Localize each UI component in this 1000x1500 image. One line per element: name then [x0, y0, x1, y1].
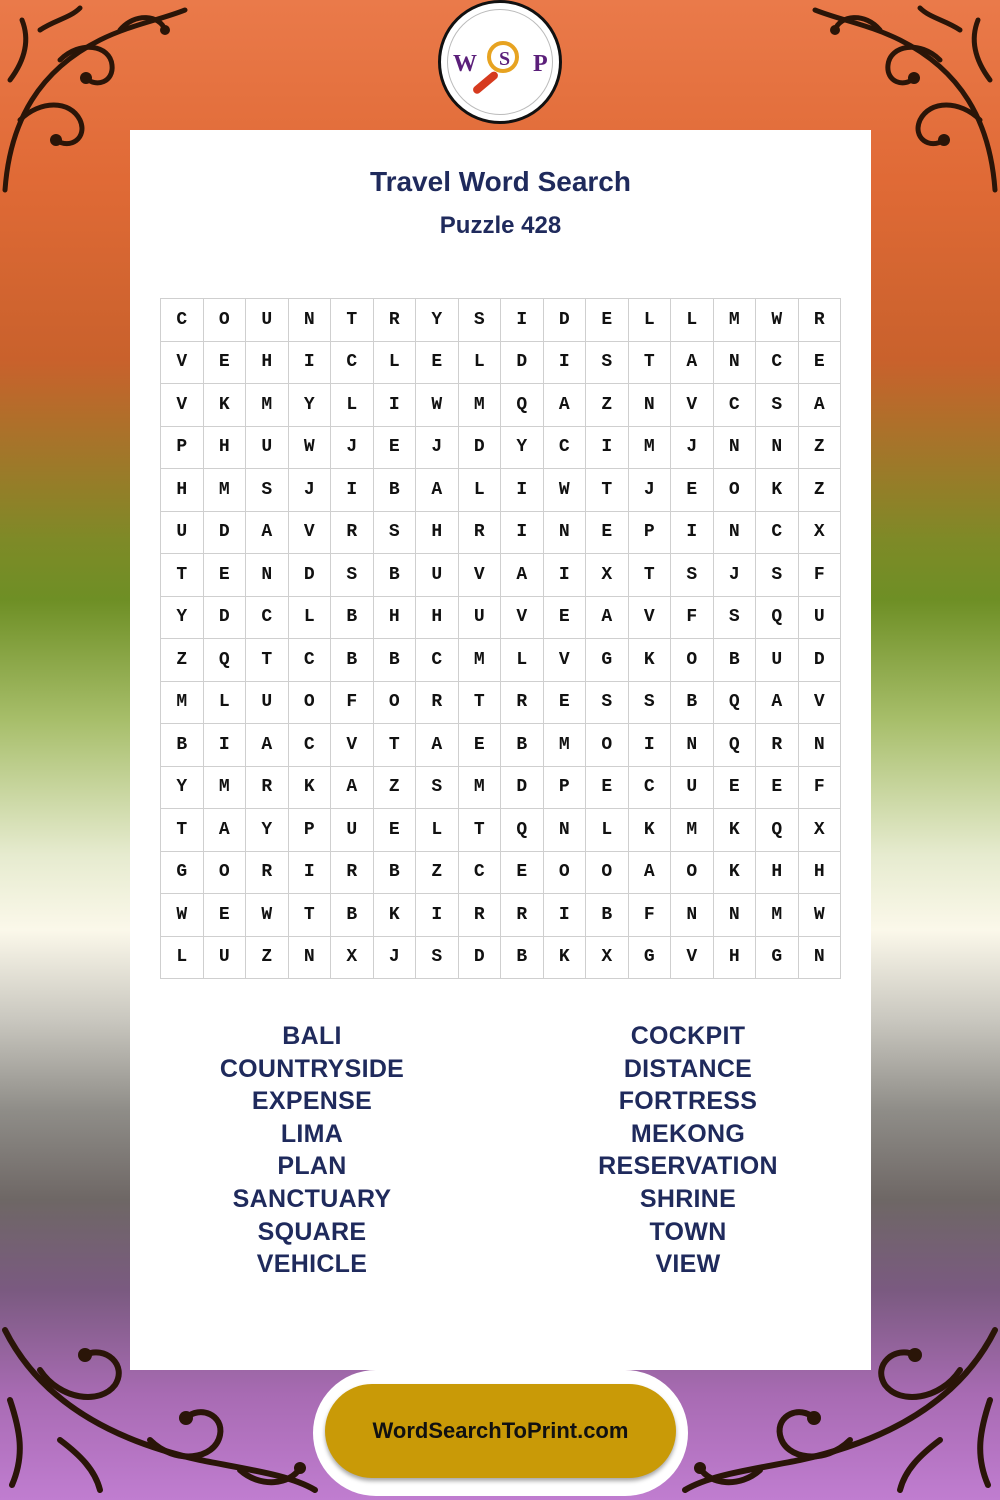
grid-cell[interactable]: S: [629, 682, 672, 725]
grid-cell[interactable]: R: [416, 682, 459, 725]
grid-cell[interactable]: T: [289, 894, 332, 937]
grid-cell[interactable]: F: [331, 682, 374, 725]
grid-cell[interactable]: K: [714, 809, 757, 852]
grid-cell[interactable]: Z: [246, 937, 289, 980]
grid-cell[interactable]: N: [799, 937, 842, 980]
grid-cell[interactable]: V: [671, 384, 714, 427]
grid-cell[interactable]: R: [331, 852, 374, 895]
grid-cell[interactable]: T: [331, 299, 374, 342]
word-list-item: PLAN: [277, 1152, 347, 1181]
grid-cell[interactable]: S: [331, 554, 374, 597]
grid-cell[interactable]: E: [459, 724, 502, 767]
grid-cell[interactable]: N: [714, 342, 757, 385]
grid-cell[interactable]: K: [629, 809, 672, 852]
grid-cell[interactable]: C: [289, 639, 332, 682]
grid-cell[interactable]: H: [374, 597, 417, 640]
grid-cell[interactable]: L: [289, 597, 332, 640]
grid-cell[interactable]: X: [799, 512, 842, 555]
grid-cell[interactable]: C: [246, 597, 289, 640]
grid-cell[interactable]: P: [161, 427, 204, 470]
grid-cell[interactable]: N: [756, 427, 799, 470]
grid-cell[interactable]: C: [459, 852, 502, 895]
grid-cell[interactable]: U: [204, 937, 247, 980]
grid-cell[interactable]: B: [374, 639, 417, 682]
grid-cell[interactable]: E: [544, 682, 587, 725]
grid-cell[interactable]: X: [586, 554, 629, 597]
word-list-left: [162, 1020, 462, 1281]
grid-cell[interactable]: F: [799, 767, 842, 810]
grid-cell[interactable]: L: [501, 639, 544, 682]
grid-cell[interactable]: R: [501, 894, 544, 937]
grid-cell[interactable]: E: [799, 342, 842, 385]
grid-cell[interactable]: U: [161, 512, 204, 555]
grid-cell[interactable]: P: [629, 512, 672, 555]
grid-cell[interactable]: B: [331, 639, 374, 682]
wsp-logo: [438, 0, 562, 124]
grid-cell[interactable]: M: [204, 767, 247, 810]
grid-cell[interactable]: E: [374, 809, 417, 852]
grid-cell[interactable]: I: [501, 299, 544, 342]
grid-cell[interactable]: S: [586, 342, 629, 385]
puzzle-panel: [130, 130, 871, 1370]
grid-cell[interactable]: V: [799, 682, 842, 725]
grid-cell[interactable]: E: [586, 512, 629, 555]
grid-cell[interactable]: Q: [714, 682, 757, 725]
grid-cell[interactable]: Y: [246, 809, 289, 852]
grid-cell[interactable]: J: [416, 427, 459, 470]
grid-cell[interactable]: D: [204, 512, 247, 555]
grid-cell[interactable]: A: [671, 342, 714, 385]
grid-cell[interactable]: U: [459, 597, 502, 640]
grid-cell[interactable]: R: [246, 852, 289, 895]
grid-cell[interactable]: V: [671, 937, 714, 980]
grid-cell[interactable]: A: [416, 469, 459, 512]
grid-cell[interactable]: M: [629, 427, 672, 470]
grid-cell[interactable]: Z: [416, 852, 459, 895]
grid-cell[interactable]: L: [204, 682, 247, 725]
grid-cell[interactable]: E: [204, 894, 247, 937]
grid-cell[interactable]: P: [544, 767, 587, 810]
grid-cell[interactable]: I: [629, 724, 672, 767]
puzzle-number: Puzzle 428: [439, 212, 562, 239]
grid-cell[interactable]: N: [246, 554, 289, 597]
grid-cell[interactable]: C: [756, 342, 799, 385]
grid-cell[interactable]: D: [501, 767, 544, 810]
grid-cell[interactable]: Q: [204, 639, 247, 682]
grid-cell[interactable]: A: [629, 852, 672, 895]
word-list-item: EXPENSE: [251, 1087, 373, 1116]
grid-cell[interactable]: C: [544, 427, 587, 470]
grid-cell[interactable]: L: [374, 342, 417, 385]
grid-cell[interactable]: C: [629, 767, 672, 810]
grid-cell[interactable]: I: [289, 342, 332, 385]
grid-cell[interactable]: V: [331, 724, 374, 767]
grid-cell[interactable]: F: [629, 894, 672, 937]
word-list-item: LIMA: [280, 1119, 344, 1148]
grid-cell[interactable]: R: [799, 299, 842, 342]
grid-cell[interactable]: A: [544, 384, 587, 427]
grid-cell[interactable]: K: [756, 469, 799, 512]
grid-cell[interactable]: Y: [289, 384, 332, 427]
grid-cell[interactable]: M: [246, 384, 289, 427]
grid-cell[interactable]: H: [161, 469, 204, 512]
grid-cell[interactable]: A: [416, 724, 459, 767]
grid-cell[interactable]: D: [544, 299, 587, 342]
grid-cell[interactable]: A: [586, 597, 629, 640]
grid-cell[interactable]: O: [544, 852, 587, 895]
grid-cell[interactable]: I: [416, 894, 459, 937]
grid-cell[interactable]: N: [289, 299, 332, 342]
magnifier-icon: [487, 41, 519, 73]
grid-cell[interactable]: S: [416, 767, 459, 810]
website-button[interactable]: [325, 1384, 676, 1478]
grid-cell[interactable]: I: [289, 852, 332, 895]
grid-cell[interactable]: N: [714, 427, 757, 470]
word-list-item: COUNTRYSIDE: [219, 1054, 405, 1083]
grid-cell[interactable]: A: [204, 809, 247, 852]
grid-cell[interactable]: Q: [756, 597, 799, 640]
word-list-item: RESERVATION: [598, 1152, 778, 1181]
grid-cell[interactable]: Y: [416, 299, 459, 342]
grid-cell[interactable]: Y: [161, 767, 204, 810]
grid-cell[interactable]: W: [756, 299, 799, 342]
grid-cell[interactable]: M: [756, 894, 799, 937]
grid-cell[interactable]: V: [459, 554, 502, 597]
grid-cell[interactable]: L: [586, 809, 629, 852]
grid-cell[interactable]: O: [714, 469, 757, 512]
grid-cell[interactable]: B: [331, 894, 374, 937]
grid-cell[interactable]: E: [756, 767, 799, 810]
grid-cell[interactable]: R: [459, 894, 502, 937]
grid-cell[interactable]: Z: [161, 639, 204, 682]
grid-cell[interactable]: B: [374, 852, 417, 895]
grid-cell[interactable]: U: [246, 427, 289, 470]
word-list-item: SHRINE: [639, 1184, 737, 1213]
grid-cell[interactable]: T: [161, 809, 204, 852]
grid-cell[interactable]: A: [246, 512, 289, 555]
grid-cell[interactable]: Y: [501, 427, 544, 470]
grid-cell[interactable]: N: [289, 937, 332, 980]
grid-cell[interactable]: T: [629, 342, 672, 385]
grid-cell[interactable]: Q: [501, 384, 544, 427]
grid-cell[interactable]: W: [246, 894, 289, 937]
grid-cell[interactable]: O: [586, 852, 629, 895]
grid-cell[interactable]: K: [289, 767, 332, 810]
grid-cell[interactable]: K: [204, 384, 247, 427]
grid-cell[interactable]: O: [204, 299, 247, 342]
grid-cell[interactable]: Q: [756, 809, 799, 852]
grid-cell[interactable]: E: [501, 852, 544, 895]
grid-cell[interactable]: L: [416, 809, 459, 852]
grid-cell[interactable]: A: [756, 682, 799, 725]
grid-cell[interactable]: N: [671, 724, 714, 767]
letter-grid: [160, 298, 841, 979]
grid-cell[interactable]: S: [671, 554, 714, 597]
grid-cell[interactable]: R: [459, 512, 502, 555]
grid-cell[interactable]: D: [204, 597, 247, 640]
grid-cell[interactable]: K: [374, 894, 417, 937]
grid-cell[interactable]: I: [331, 469, 374, 512]
grid-cell[interactable]: X: [586, 937, 629, 980]
grid-cell[interactable]: T: [459, 809, 502, 852]
word-list-item: COCKPIT: [630, 1022, 746, 1050]
grid-cell[interactable]: R: [756, 724, 799, 767]
grid-cell[interactable]: Q: [714, 724, 757, 767]
grid-cell[interactable]: L: [161, 937, 204, 980]
grid-cell[interactable]: L: [629, 299, 672, 342]
grid-cell[interactable]: N: [714, 894, 757, 937]
word-list-item: BALI: [282, 1022, 342, 1050]
grid-cell[interactable]: T: [246, 639, 289, 682]
grid-cell[interactable]: B: [586, 894, 629, 937]
footer-badge: [313, 1370, 688, 1496]
grid-cell[interactable]: M: [671, 809, 714, 852]
grid-cell[interactable]: T: [459, 682, 502, 725]
grid-cell[interactable]: S: [459, 299, 502, 342]
grid-cell[interactable]: H: [246, 342, 289, 385]
grid-cell[interactable]: J: [331, 427, 374, 470]
grid-cell[interactable]: L: [331, 384, 374, 427]
grid-cell[interactable]: W: [161, 894, 204, 937]
grid-cell[interactable]: S: [416, 937, 459, 980]
grid-cell[interactable]: G: [586, 639, 629, 682]
grid-cell[interactable]: U: [756, 639, 799, 682]
grid-cell[interactable]: E: [586, 299, 629, 342]
grid-cell[interactable]: B: [501, 937, 544, 980]
grid-cell[interactable]: S: [756, 384, 799, 427]
grid-cell[interactable]: C: [161, 299, 204, 342]
grid-cell[interactable]: J: [714, 554, 757, 597]
grid-cell[interactable]: I: [671, 512, 714, 555]
grid-cell[interactable]: E: [204, 554, 247, 597]
grid-cell[interactable]: N: [544, 809, 587, 852]
grid-cell[interactable]: O: [289, 682, 332, 725]
grid-cell[interactable]: V: [501, 597, 544, 640]
grid-cell[interactable]: B: [161, 724, 204, 767]
grid-cell[interactable]: B: [501, 724, 544, 767]
grid-cell[interactable]: E: [416, 342, 459, 385]
grid-cell[interactable]: A: [246, 724, 289, 767]
word-list-item: FORTRESS: [618, 1087, 758, 1116]
grid-cell[interactable]: A: [799, 384, 842, 427]
grid-cell[interactable]: X: [799, 809, 842, 852]
word-list-item: VIEW: [655, 1250, 721, 1279]
word-list-item: SANCTUARY: [232, 1184, 392, 1213]
grid-cell[interactable]: N: [671, 894, 714, 937]
grid-cell[interactable]: N: [629, 384, 672, 427]
grid-cell[interactable]: K: [544, 937, 587, 980]
grid-cell[interactable]: O: [374, 682, 417, 725]
grid-cell[interactable]: H: [714, 937, 757, 980]
word-list-item: SQUARE: [257, 1217, 367, 1246]
grid-cell[interactable]: S: [246, 469, 289, 512]
grid-cell[interactable]: O: [204, 852, 247, 895]
grid-cell[interactable]: L: [459, 342, 502, 385]
grid-cell[interactable]: G: [629, 937, 672, 980]
grid-cell[interactable]: E: [714, 767, 757, 810]
grid-cell[interactable]: M: [459, 384, 502, 427]
grid-cell[interactable]: U: [331, 809, 374, 852]
logo-letter-w: W: [453, 51, 477, 77]
word-list-item: MEKONG: [630, 1119, 746, 1148]
grid-cell[interactable]: E: [374, 427, 417, 470]
grid-cell[interactable]: R: [374, 299, 417, 342]
grid-cell[interactable]: Z: [799, 427, 842, 470]
grid-cell[interactable]: I: [544, 342, 587, 385]
grid-cell[interactable]: T: [629, 554, 672, 597]
grid-cell[interactable]: H: [799, 852, 842, 895]
grid-cell[interactable]: S: [374, 512, 417, 555]
grid-cell[interactable]: B: [374, 469, 417, 512]
grid-cell[interactable]: C: [756, 512, 799, 555]
grid-cell[interactable]: H: [416, 597, 459, 640]
word-list-right: [538, 1020, 838, 1281]
grid-cell[interactable]: Z: [374, 767, 417, 810]
word-list-item: DISTANCE: [623, 1054, 753, 1083]
grid-cell[interactable]: D: [501, 342, 544, 385]
grid-cell[interactable]: W: [289, 427, 332, 470]
grid-cell[interactable]: O: [671, 639, 714, 682]
grid-cell[interactable]: S: [756, 554, 799, 597]
grid-cell[interactable]: T: [586, 469, 629, 512]
grid-cell[interactable]: J: [629, 469, 672, 512]
grid-cell[interactable]: R: [331, 512, 374, 555]
grid-cell[interactable]: J: [671, 427, 714, 470]
grid-cell[interactable]: F: [671, 597, 714, 640]
grid-cell[interactable]: E: [544, 597, 587, 640]
grid-cell[interactable]: I: [544, 554, 587, 597]
grid-cell[interactable]: M: [459, 639, 502, 682]
grid-cell[interactable]: U: [799, 597, 842, 640]
grid-cell[interactable]: U: [246, 682, 289, 725]
website-label: WordSearchToPrint.com: [372, 1418, 629, 1443]
grid-cell[interactable]: O: [586, 724, 629, 767]
grid-cell[interactable]: D: [459, 427, 502, 470]
grid-cell[interactable]: U: [671, 767, 714, 810]
grid-cell[interactable]: Y: [161, 597, 204, 640]
grid-cell[interactable]: M: [459, 767, 502, 810]
word-list-item: TOWN: [649, 1217, 727, 1246]
grid-cell[interactable]: I: [501, 469, 544, 512]
grid-cell[interactable]: I: [586, 427, 629, 470]
grid-cell[interactable]: I: [204, 724, 247, 767]
grid-cell[interactable]: U: [246, 299, 289, 342]
grid-cell[interactable]: W: [799, 894, 842, 937]
grid-cell[interactable]: K: [714, 852, 757, 895]
grid-cell[interactable]: B: [374, 554, 417, 597]
grid-cell[interactable]: N: [714, 512, 757, 555]
grid-cell[interactable]: I: [544, 894, 587, 937]
puzzle-title: Travel Word Search: [370, 166, 631, 197]
grid-cell[interactable]: D: [289, 554, 332, 597]
grid-cell[interactable]: E: [586, 767, 629, 810]
grid-cell[interactable]: V: [161, 384, 204, 427]
grid-cell[interactable]: V: [544, 639, 587, 682]
grid-cell[interactable]: B: [331, 597, 374, 640]
grid-cell[interactable]: Q: [501, 809, 544, 852]
grid-cell[interactable]: T: [161, 554, 204, 597]
grid-cell[interactable]: M: [161, 682, 204, 725]
grid-cell[interactable]: C: [289, 724, 332, 767]
grid-cell[interactable]: M: [714, 299, 757, 342]
grid-cell[interactable]: B: [714, 639, 757, 682]
grid-cell[interactable]: C: [331, 342, 374, 385]
grid-cell[interactable]: Z: [799, 469, 842, 512]
grid-cell[interactable]: S: [586, 682, 629, 725]
grid-cell[interactable]: E: [671, 469, 714, 512]
grid-cell[interactable]: R: [501, 682, 544, 725]
grid-cell[interactable]: S: [714, 597, 757, 640]
word-list-item: VEHICLE: [256, 1250, 368, 1279]
grid-cell[interactable]: F: [799, 554, 842, 597]
grid-cell[interactable]: G: [756, 937, 799, 980]
grid-cell[interactable]: V: [629, 597, 672, 640]
grid-cell[interactable]: A: [331, 767, 374, 810]
grid-cell[interactable]: J: [374, 937, 417, 980]
grid-cell[interactable]: W: [544, 469, 587, 512]
grid-cell[interactable]: L: [459, 469, 502, 512]
grid-cell[interactable]: H: [204, 427, 247, 470]
grid-cell[interactable]: R: [246, 767, 289, 810]
grid-cell[interactable]: G: [161, 852, 204, 895]
grid-cell[interactable]: M: [544, 724, 587, 767]
logo-letter-s: S: [499, 48, 511, 70]
grid-cell[interactable]: C: [714, 384, 757, 427]
grid-cell[interactable]: O: [671, 852, 714, 895]
grid-cell[interactable]: X: [331, 937, 374, 980]
grid-cell[interactable]: U: [416, 554, 459, 597]
grid-cell[interactable]: M: [204, 469, 247, 512]
grid-cell[interactable]: P: [289, 809, 332, 852]
grid-cell[interactable]: B: [671, 682, 714, 725]
grid-cell[interactable]: H: [756, 852, 799, 895]
grid-cell[interactable]: T: [374, 724, 417, 767]
grid-cell[interactable]: Z: [586, 384, 629, 427]
grid-cell[interactable]: N: [544, 512, 587, 555]
grid-cell[interactable]: I: [374, 384, 417, 427]
grid-cell[interactable]: V: [161, 342, 204, 385]
grid-cell[interactable]: D: [799, 639, 842, 682]
grid-cell[interactable]: A: [501, 554, 544, 597]
grid-cell[interactable]: E: [204, 342, 247, 385]
grid-cell[interactable]: K: [629, 639, 672, 682]
grid-cell[interactable]: L: [671, 299, 714, 342]
grid-cell[interactable]: H: [416, 512, 459, 555]
grid-cell[interactable]: N: [799, 724, 842, 767]
grid-cell[interactable]: J: [289, 469, 332, 512]
grid-cell[interactable]: D: [459, 937, 502, 980]
grid-cell[interactable]: V: [289, 512, 332, 555]
grid-cell[interactable]: W: [416, 384, 459, 427]
logo-letter-p: P: [533, 51, 548, 77]
grid-cell[interactable]: C: [416, 639, 459, 682]
grid-cell[interactable]: I: [501, 512, 544, 555]
